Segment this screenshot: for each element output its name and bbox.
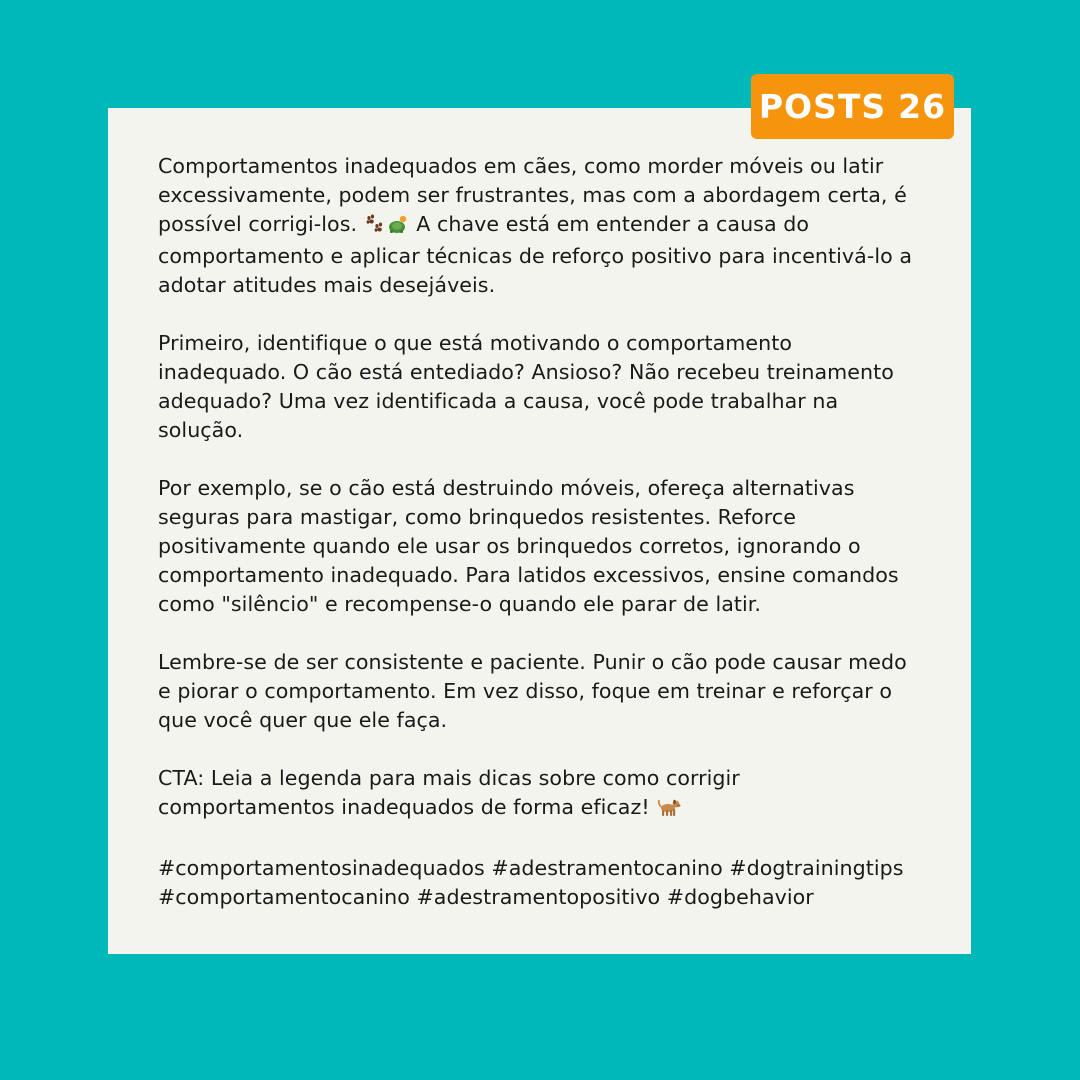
paragraph-example: Por exemplo, se o cão está destruindo móveis, ofereça alternativas seguras para mastigar, como brinquedos resistentes. Reforce positivamente quando ele usar os brinquedos corretos, ignorando o comportamento inadequado. Para latidos excessivos, ensine comandos como "silêncio" e recompense-o quando ele parar de latir. xyxy=(158,476,899,616)
paragraph-intro xyxy=(158,152,923,300)
paragraph-consistency: Lembre-se de ser consistente e paciente. Punir o cão pode causar medo e piorar o comportamento. Em vez disso, foque em treinar e reforçar o que você quer que ele faça. xyxy=(158,650,907,732)
badge-label: POSTS xyxy=(758,87,887,126)
cta-text: CTA: Leia a legenda para mais dicas sobre como corrigir comportamentos inadequados de forma eficaz! xyxy=(158,766,740,819)
badge-number: 26 xyxy=(898,87,947,126)
intro-text-end: A chave está em entender a causa do comportamento e aplicar técnicas de reforço positivo para incentivá-lo a adotar atitudes mais desejáveis. xyxy=(158,212,913,297)
paragraph-identify-cause: Primeiro, identifique o que está motivando o comportamento inadequado. O cão está entediado? Ansioso? Não recebeu treinamento adequado? Uma vez identificada a causa, você pode trabalhar na solução. xyxy=(158,331,894,442)
posts-count-badge xyxy=(751,74,954,139)
post-card xyxy=(108,108,971,954)
paragraph-cta xyxy=(158,764,923,825)
turtle-icon xyxy=(387,213,409,242)
paragraph-hashtags: #comportamentosinadequados #adestramentocanino #dogtrainingtips #comportamentocanino #adestramentopositivo #dogbehavior xyxy=(158,856,904,909)
paw-prints-icon xyxy=(365,213,385,242)
intro-text-start: Comportamentos inadequados em cães, como morder móveis ou latir excessivamente, podem ser frustrantes, mas com a abordagem certa, é possível corrigi-los. xyxy=(158,154,907,236)
dog-icon xyxy=(657,796,681,825)
